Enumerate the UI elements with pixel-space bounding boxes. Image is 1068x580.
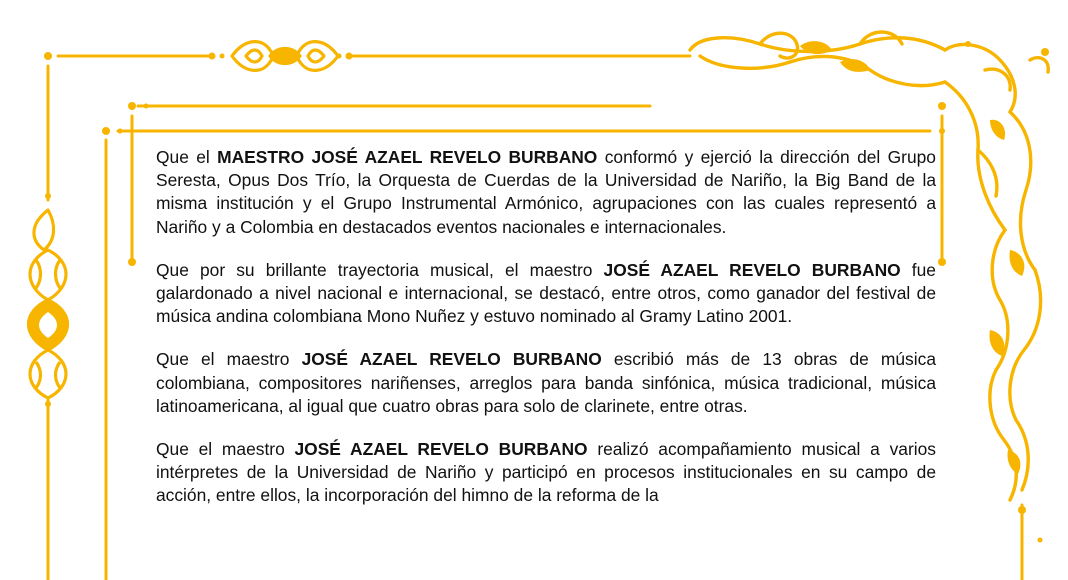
paragraph-4 xyxy=(156,438,936,508)
paragraph-3-body: escribió más de 13 obras de música colombiana, compositores nariñenses, arreglos para banda sinfónica, música tradicional, música latinoamericana, al igual que cuatro obras para solo de clarinete, entre otras. xyxy=(156,349,936,416)
paragraph-2-body: fue galardonado a nivel nacional e internacional, se destacó, entre otros, como ganador del festival de música andina colombiana Mono Nuñez y estuvo nominado al Gramy Latino 2001. xyxy=(156,259,936,327)
paragraph-1-name: MAESTRO JOSÉ AZAEL REVELO BURBANO xyxy=(217,147,598,167)
paragraph-3-intro: Que el maestro xyxy=(156,349,302,370)
paragraph-3 xyxy=(156,348,936,418)
paragraph-4-body: realizó acompañamiento musical a varios intérpretes de la Universidad de Nariño y participó en procesos institucionales en su campo de acción, entre ellos, la incorporación del himno de la reforma de la xyxy=(156,439,936,506)
paragraph-2-name: JOSÉ AZAEL REVELO BURBANO xyxy=(603,259,901,280)
paragraph-1-body: conformó y ejerció la dirección del Grupo Seresta, Opus Dos Trío, la Orquesta de Cuerdas de la Universidad de Nariño, la Big Band de la misma institución y el Grupo Instrumental Armónico, agrupaciones con las cuales representó a Nariño y a Colombia en destacados eventos nacionales e internacionales. xyxy=(156,147,936,237)
paragraph-1 xyxy=(156,146,936,239)
paragraph-1-intro: Que el xyxy=(156,147,218,167)
paragraph-4-intro: Que el maestro xyxy=(156,439,295,460)
paragraph-3-name: JOSÉ AZAEL REVELO BURBANO xyxy=(301,349,602,370)
paragraph-2 xyxy=(156,259,936,329)
document-body xyxy=(156,146,936,508)
paragraph-4-name: JOSÉ AZAEL REVELO BURBANO xyxy=(294,439,588,460)
paragraph-2-intro: Que por su brillante trayectoria musical, el maestro xyxy=(156,259,604,280)
